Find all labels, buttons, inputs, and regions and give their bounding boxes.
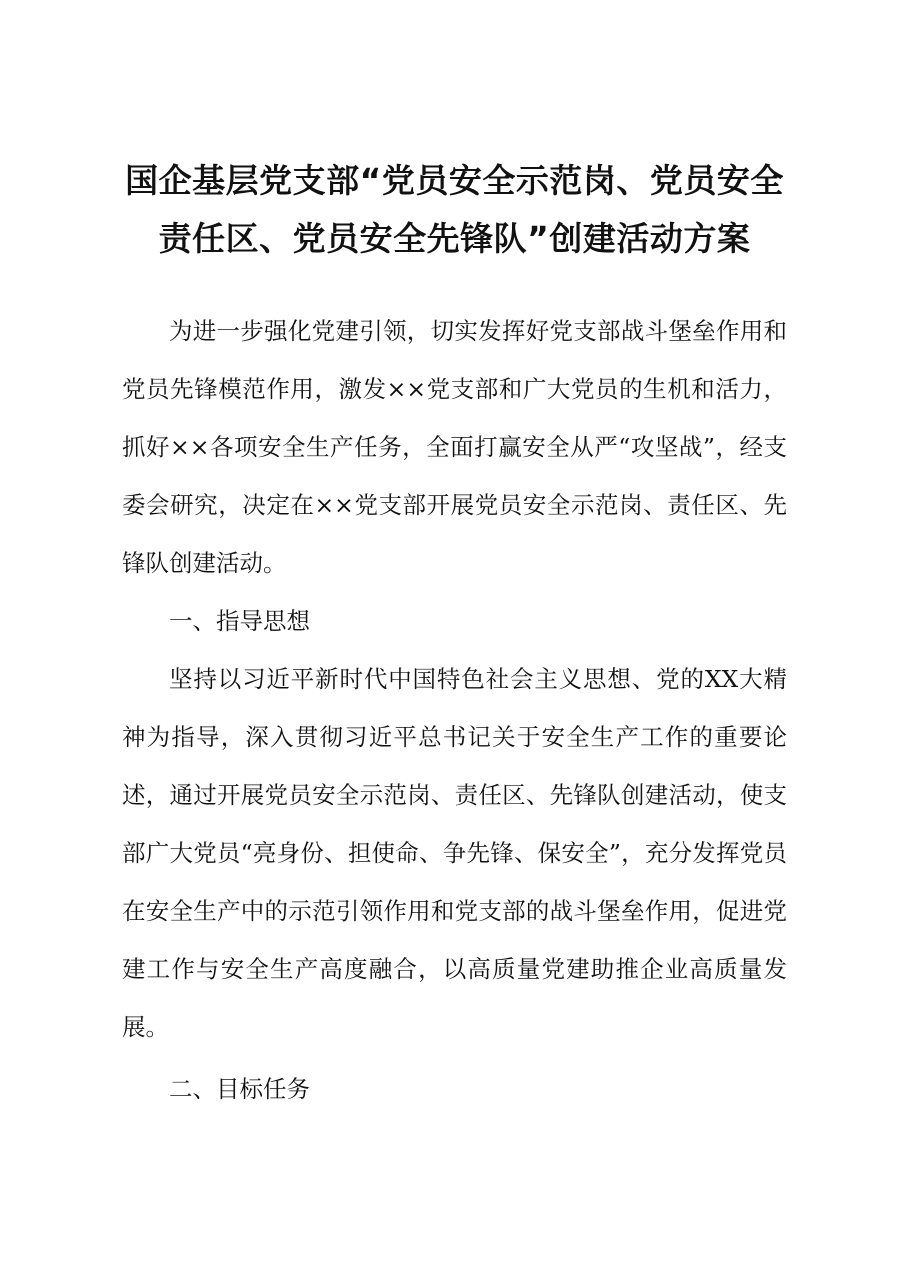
section-heading-guiding-ideology: 一、指导思想 [169, 607, 310, 635]
intro-paragraph: 为进一步强化党建引领，切实发挥好党支部战斗堡垒作用和党员先锋模范作用，激发××党支部和广大党员的生机和活力，抓好××各项安全生产任务，全面打赢安全从严“攻坚战”，经支委会研究，决定在××党支部开展党员安全示范岗、责任区、先锋队创建活动。 [122, 317, 787, 577]
document-body [122, 302, 787, 1118]
title-line-2: 责任区、党员安全先锋队”创建活动方案 [158, 219, 751, 258]
title-line-1: 国企基层党支部“党员安全示范岗、党员安全 [125, 161, 784, 200]
document-title [100, 152, 809, 268]
section-heading-goals-tasks: 二、目标任务 [169, 1075, 310, 1103]
guiding-ideology-paragraph: 坚持以习近平新时代中国特色社会主义思想、党的XX大精神为指导，深入贯彻习近平总书记关于安全生产工作的重要论述，通过开展党员安全示范岗、责任区、先锋队创建活动，使支部广大党员“亮身份、担使命、争先锋、保安全”，充分发挥党员在安全生产中的示范引领作用和党支部的战斗堡垒作用，促进党建工作与安全生产高度融合，以高质量党建助推企业高质量发展。 [122, 665, 787, 1041]
